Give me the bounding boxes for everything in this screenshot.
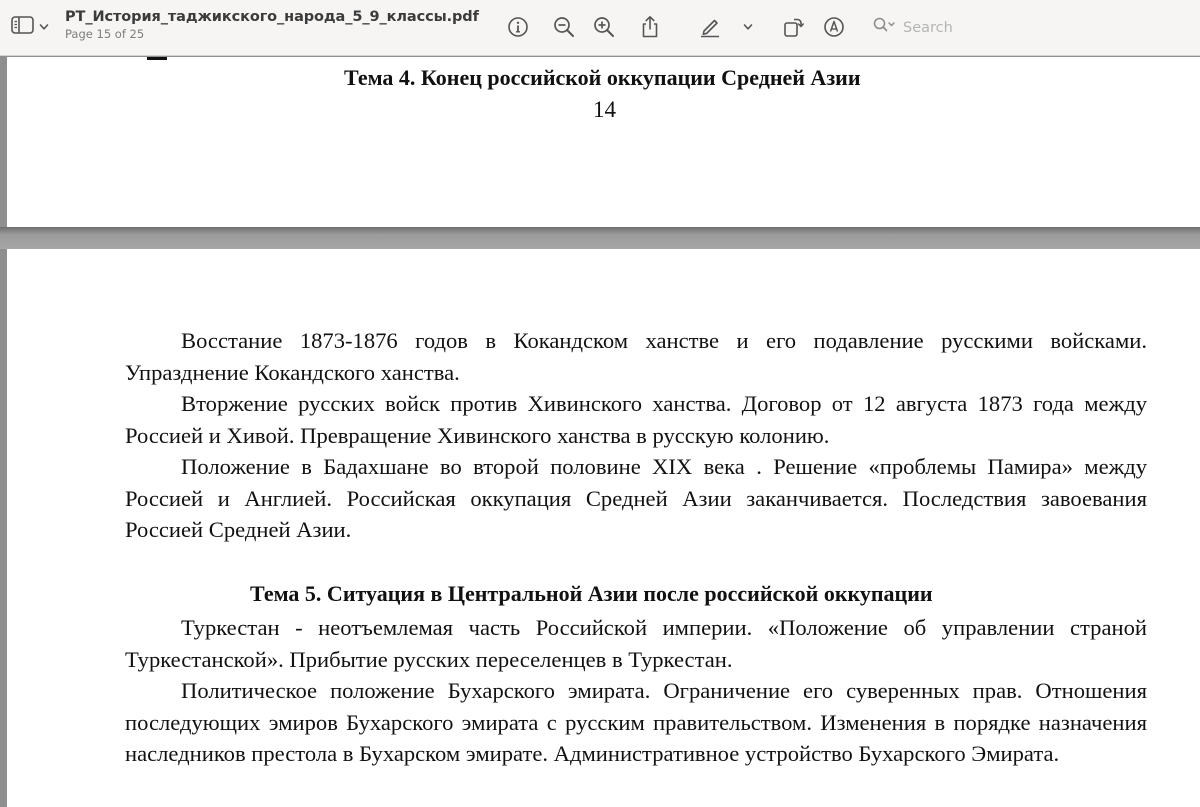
annotate-button[interactable] [822, 14, 846, 40]
paragraph: Положение в Бадахшане во второй половине XIX века . Решение «проблемы Памира» между Россией и Англией. Российская оккупация Средней Азии заканчивается. Последствия завоевания Россией Средней Азии. [125, 454, 1147, 542]
zoom-out-button[interactable] [552, 14, 576, 40]
rotate-button[interactable] [781, 14, 805, 40]
search-input[interactable] [903, 20, 1163, 36]
zoom-in-icon [593, 16, 615, 38]
page-separator [0, 227, 1200, 249]
paragraph: Восстание 1873-1876 годов в Кокандском ханстве и его подавление русскими войсками. Упразднение Кокандского ханства. [125, 328, 1147, 385]
page-number: 14 [593, 97, 616, 122]
paragraph: Туркестан - неотъемлемая часть Российской империи. «Положение об управлении страной Туркестанской». Прибытие русских переселенцев в Туркестан. [125, 615, 1147, 672]
chevron-down-icon [39, 18, 49, 36]
document-title: PT_История_таджикского_народа_5_9_классы.pdf [65, 9, 479, 25]
pdf-page-15 [7, 249, 1200, 807]
paragraph: Политическое положение Бухарского эмирата. Ограничение его суверенных прав. Отношения последующих эмиров Бухарского эмирата с русским правительством. Изменения в порядке назначения наследников престола в Бухарском эмирате. Административное устройство Бухарского Эмирата. [125, 678, 1147, 766]
paragraph: Вторжение русских войск против Хивинского ханства. Договор от 12 августа 1873 года между Россией и Хивой. Превращение Хивинского ханства в русскую колонию. [125, 391, 1147, 448]
sidebar-icon [11, 15, 35, 40]
markup-button[interactable] [698, 14, 722, 40]
pdf-page-14 [7, 57, 1200, 227]
section-heading-topic-4: Тема 4. Конец российской оккупации Средней Азии [344, 65, 861, 90]
annotate-icon [823, 16, 845, 38]
section-heading-topic-5: Тема 5. Ситуация в Центральной Азии после российской оккупации [250, 581, 933, 606]
document-title-block [65, 9, 479, 41]
share-icon [639, 15, 661, 39]
markup-menu-button[interactable] [740, 14, 756, 40]
search-box[interactable] [864, 12, 1194, 43]
rotate-icon [782, 16, 804, 38]
page-indicator: Page 15 of 25 [65, 27, 145, 41]
share-button[interactable] [638, 14, 662, 40]
info-button[interactable] [506, 14, 530, 40]
toolbar [0, 0, 1200, 56]
clipped-text-fragment [147, 57, 167, 60]
zoom-in-button[interactable] [592, 14, 616, 40]
search-icon [873, 17, 897, 38]
chevron-down-icon [743, 23, 753, 31]
zoom-out-icon [553, 16, 575, 38]
markup-pen-icon [698, 16, 722, 38]
sidebar-toggle-button[interactable] [11, 16, 55, 38]
info-icon [507, 16, 529, 38]
